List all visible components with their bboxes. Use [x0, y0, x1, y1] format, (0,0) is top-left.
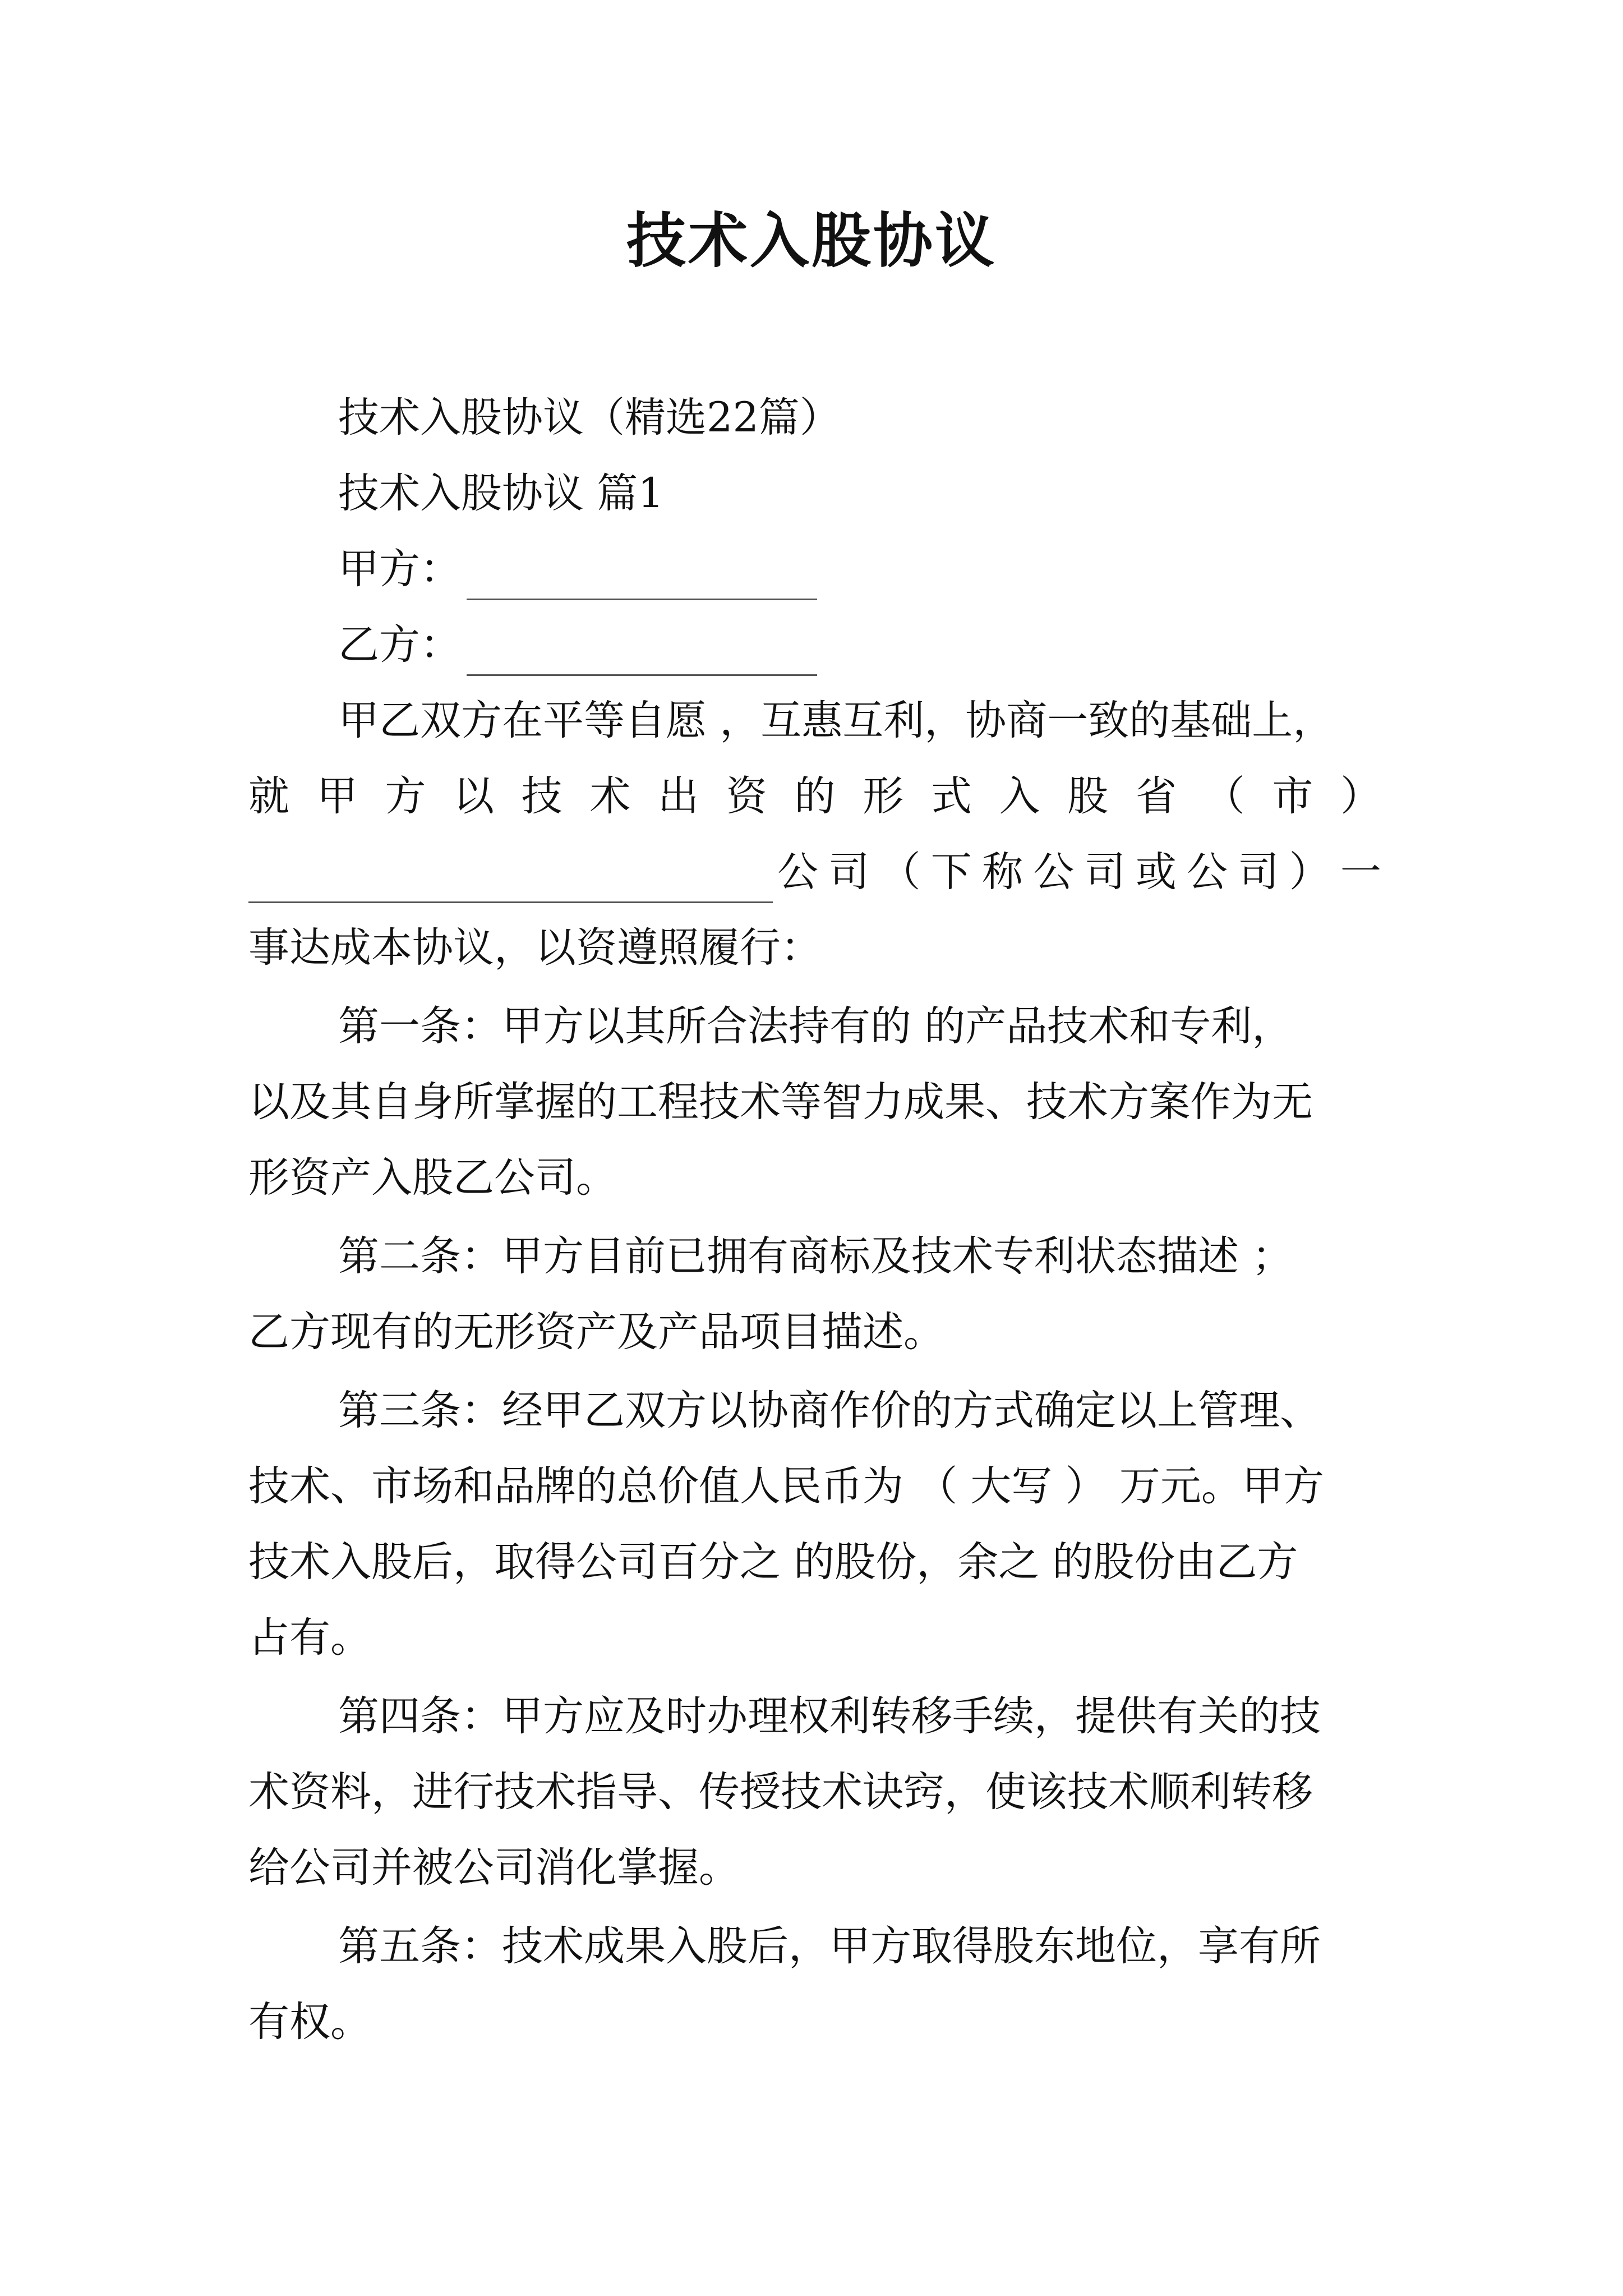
intro-line-3-text: [777, 841, 1381, 903]
document-title: 技术入股协议: [626, 206, 997, 275]
intro-char: 资: [726, 772, 767, 820]
intro-char: 司: [1084, 848, 1126, 896]
article-2-line-1: 第二条：甲方目前已拥有商标及技术专利状态描述 ；: [338, 1232, 1293, 1280]
section-heading: 技术入股协议 篇1: [338, 470, 664, 517]
intro-char: 术: [589, 772, 631, 820]
intro-char: 甲: [316, 772, 358, 820]
document-subtitle: 技术入股协议（精选22篇）: [338, 394, 841, 441]
party-b-line: [338, 614, 817, 676]
intro-char: 司: [1238, 848, 1279, 896]
intro-char: 下: [930, 848, 972, 896]
intro-char: 入: [999, 772, 1040, 820]
intro-char: 公: [1033, 848, 1075, 896]
intro-char: ）: [1289, 848, 1330, 896]
intro-char: 出: [658, 772, 699, 820]
article-1-line-3: 形资产入股乙公司。: [248, 1154, 617, 1202]
intro-char: 公: [777, 848, 818, 896]
intro-char: 技: [521, 772, 562, 820]
intro-char: ）: [1340, 772, 1381, 820]
intro-char: （: [1204, 772, 1245, 820]
article-1-line-1: 第一条：甲方以其所合法持有的 的产品技术和专利，: [338, 1002, 1293, 1050]
intro-char: 公: [1187, 848, 1228, 896]
party-b-label: 乙方：: [338, 621, 461, 669]
company-name-blank: [248, 858, 773, 903]
intro-char: 股: [1067, 772, 1109, 820]
intro-char: 方: [385, 772, 426, 820]
intro-char: 司: [828, 848, 870, 896]
intro-char: 或: [1135, 848, 1177, 896]
intro-line-3: [248, 841, 1381, 903]
intro-char: 就: [248, 772, 289, 820]
party-a-blank: [467, 555, 817, 600]
intro-char: （: [879, 848, 921, 896]
article-4-line-3: 给公司并被公司消化掌握。: [248, 1844, 740, 1892]
article-5-line-2: 有权。: [248, 1998, 371, 2046]
intro-char: 一: [1340, 848, 1381, 896]
intro-line-2: [248, 766, 1381, 827]
article-2-line-2: 乙方现有的无形资产及产品项目描述。: [248, 1308, 944, 1356]
intro-char: 市: [1272, 772, 1313, 820]
article-4-line-1: 第四条：甲方应及时办理权利转移手续，提供有关的技: [338, 1692, 1321, 1740]
article-3-line-4: 占有。: [248, 1614, 371, 1662]
intro-char: 式: [930, 772, 972, 820]
party-a-line: [338, 539, 817, 600]
article-5-line-1: 第五条：技术成果入股后，甲方取得股东地位，享有所: [338, 1922, 1321, 1970]
party-a-label: 甲方：: [338, 545, 461, 593]
article-1-line-2: 以及其自身所掌握的工程技术等智力成果、技术方案作为无: [248, 1078, 1313, 1126]
intro-char: 称: [982, 848, 1023, 896]
intro-char: 的: [794, 772, 836, 820]
intro-line-4: 事达成本协议，以资遵照履行：: [248, 924, 822, 972]
intro-char: 以: [453, 772, 495, 820]
party-b-blank: [467, 631, 817, 676]
article-3-line-2: 技术、市场和品牌的总价值人民币为 （ 大写 ） 万元。甲方: [248, 1462, 1324, 1510]
intro-line-1: 甲乙双方在平等自愿 ，互惠互利，协商一致的基础上，: [338, 697, 1334, 744]
article-4-line-2: 术资料，进行技术指导、传授技术诀窍，使该技术顺利转移: [248, 1768, 1313, 1816]
intro-char: 形: [863, 772, 904, 820]
article-3-line-1: 第三条：经甲乙双方以协商作价的方式确定以上管理、: [338, 1387, 1321, 1434]
article-3-line-3: 技术入股后，取得公司百分之 的股份，余之 的股份由乙方: [248, 1538, 1298, 1586]
intro-char: 省: [1135, 772, 1177, 820]
